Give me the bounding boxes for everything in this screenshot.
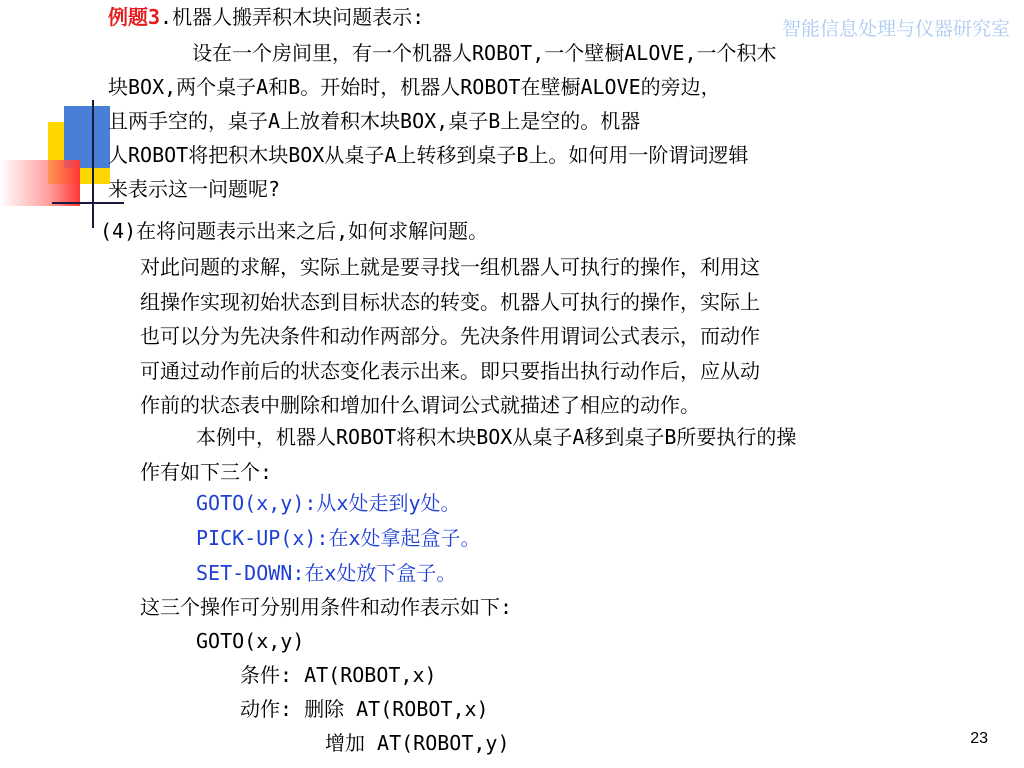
- operation-pick-up: PICK-UP(x):在x处拿起盒子。: [196, 526, 481, 550]
- paragraph-line: 作有如下三个:: [140, 459, 273, 484]
- decor-red-gradient: [0, 160, 80, 206]
- example-label: 例题3: [108, 5, 161, 29]
- example-line: 设在一个房间里，有一个机器人ROBOT,一个壁橱ALOVE,一个积木: [192, 41, 777, 65]
- example-line: 块BOX,两个桌子A和B。开始时，机器人ROBOT在壁橱ALOVE的旁边，: [108, 75, 721, 99]
- example-line: 且两手空的，桌子A上放着积木块BOX,桌子B上是空的。机器: [108, 109, 641, 133]
- operation-set-down: SET-DOWN:在x处放下盒子。: [196, 561, 457, 585]
- goto-action-add: 增加 AT(ROBOT,y): [325, 731, 510, 755]
- paragraph-line: 对此问题的求解，实际上就是要寻找一组机器人可执行的操作，利用这: [140, 255, 760, 279]
- decor-blue-square: [64, 106, 110, 168]
- paragraph-line: 组操作实现初始状态到目标状态的转变。机器人可执行的操作，实际上: [140, 289, 760, 314]
- page-number: 23: [970, 730, 988, 747]
- paragraph-line: 可通过动作前后的状态变化表示出来。即只要指出执行动作后，应从动: [140, 358, 760, 383]
- operation-goto: GOTO(x,y):从x处走到y处。: [196, 491, 461, 515]
- operations-summary: 这三个操作可分别用条件和动作表示如下:: [140, 595, 513, 619]
- paragraph-line: 也可以分为先决条件和动作两部分。先决条件用谓词公式表示，而动作: [140, 324, 760, 348]
- example-line: 来表示这一问题呢?: [108, 177, 281, 201]
- lab-watermark: 智能信息处理与仪器研究室: [781, 18, 1010, 40]
- example-body: [108, 36, 1003, 206]
- example-line: 人ROBOT将把积木块BOX从桌子A上转移到桌子B上。如何用一阶谓词逻辑: [108, 143, 749, 167]
- decor-vertical-line: [92, 100, 94, 228]
- paragraph-line: 本例中，机器人ROBOT将积木块BOX从桌子A移到桌子B所要执行的操: [196, 425, 797, 449]
- example-title-text: .机器人搬弄积木块问题表示:: [160, 5, 425, 29]
- solution-paragraph: [140, 250, 1020, 423]
- paragraph-line: 作前的状态表中删除和增加什么谓词公式就描述了相应的动作。: [140, 393, 700, 417]
- goto-definition-head: GOTO(x,y): [196, 629, 305, 653]
- example-operations-intro: [140, 420, 1020, 489]
- example-title: [108, 2, 424, 32]
- goto-action-delete: 动作: 删除 AT(ROBOT,x): [240, 697, 489, 721]
- section-heading: (4)在将问题表示出来之后,如何求解问题。: [100, 219, 489, 243]
- goto-condition: 条件: AT(ROBOT,x): [240, 663, 437, 687]
